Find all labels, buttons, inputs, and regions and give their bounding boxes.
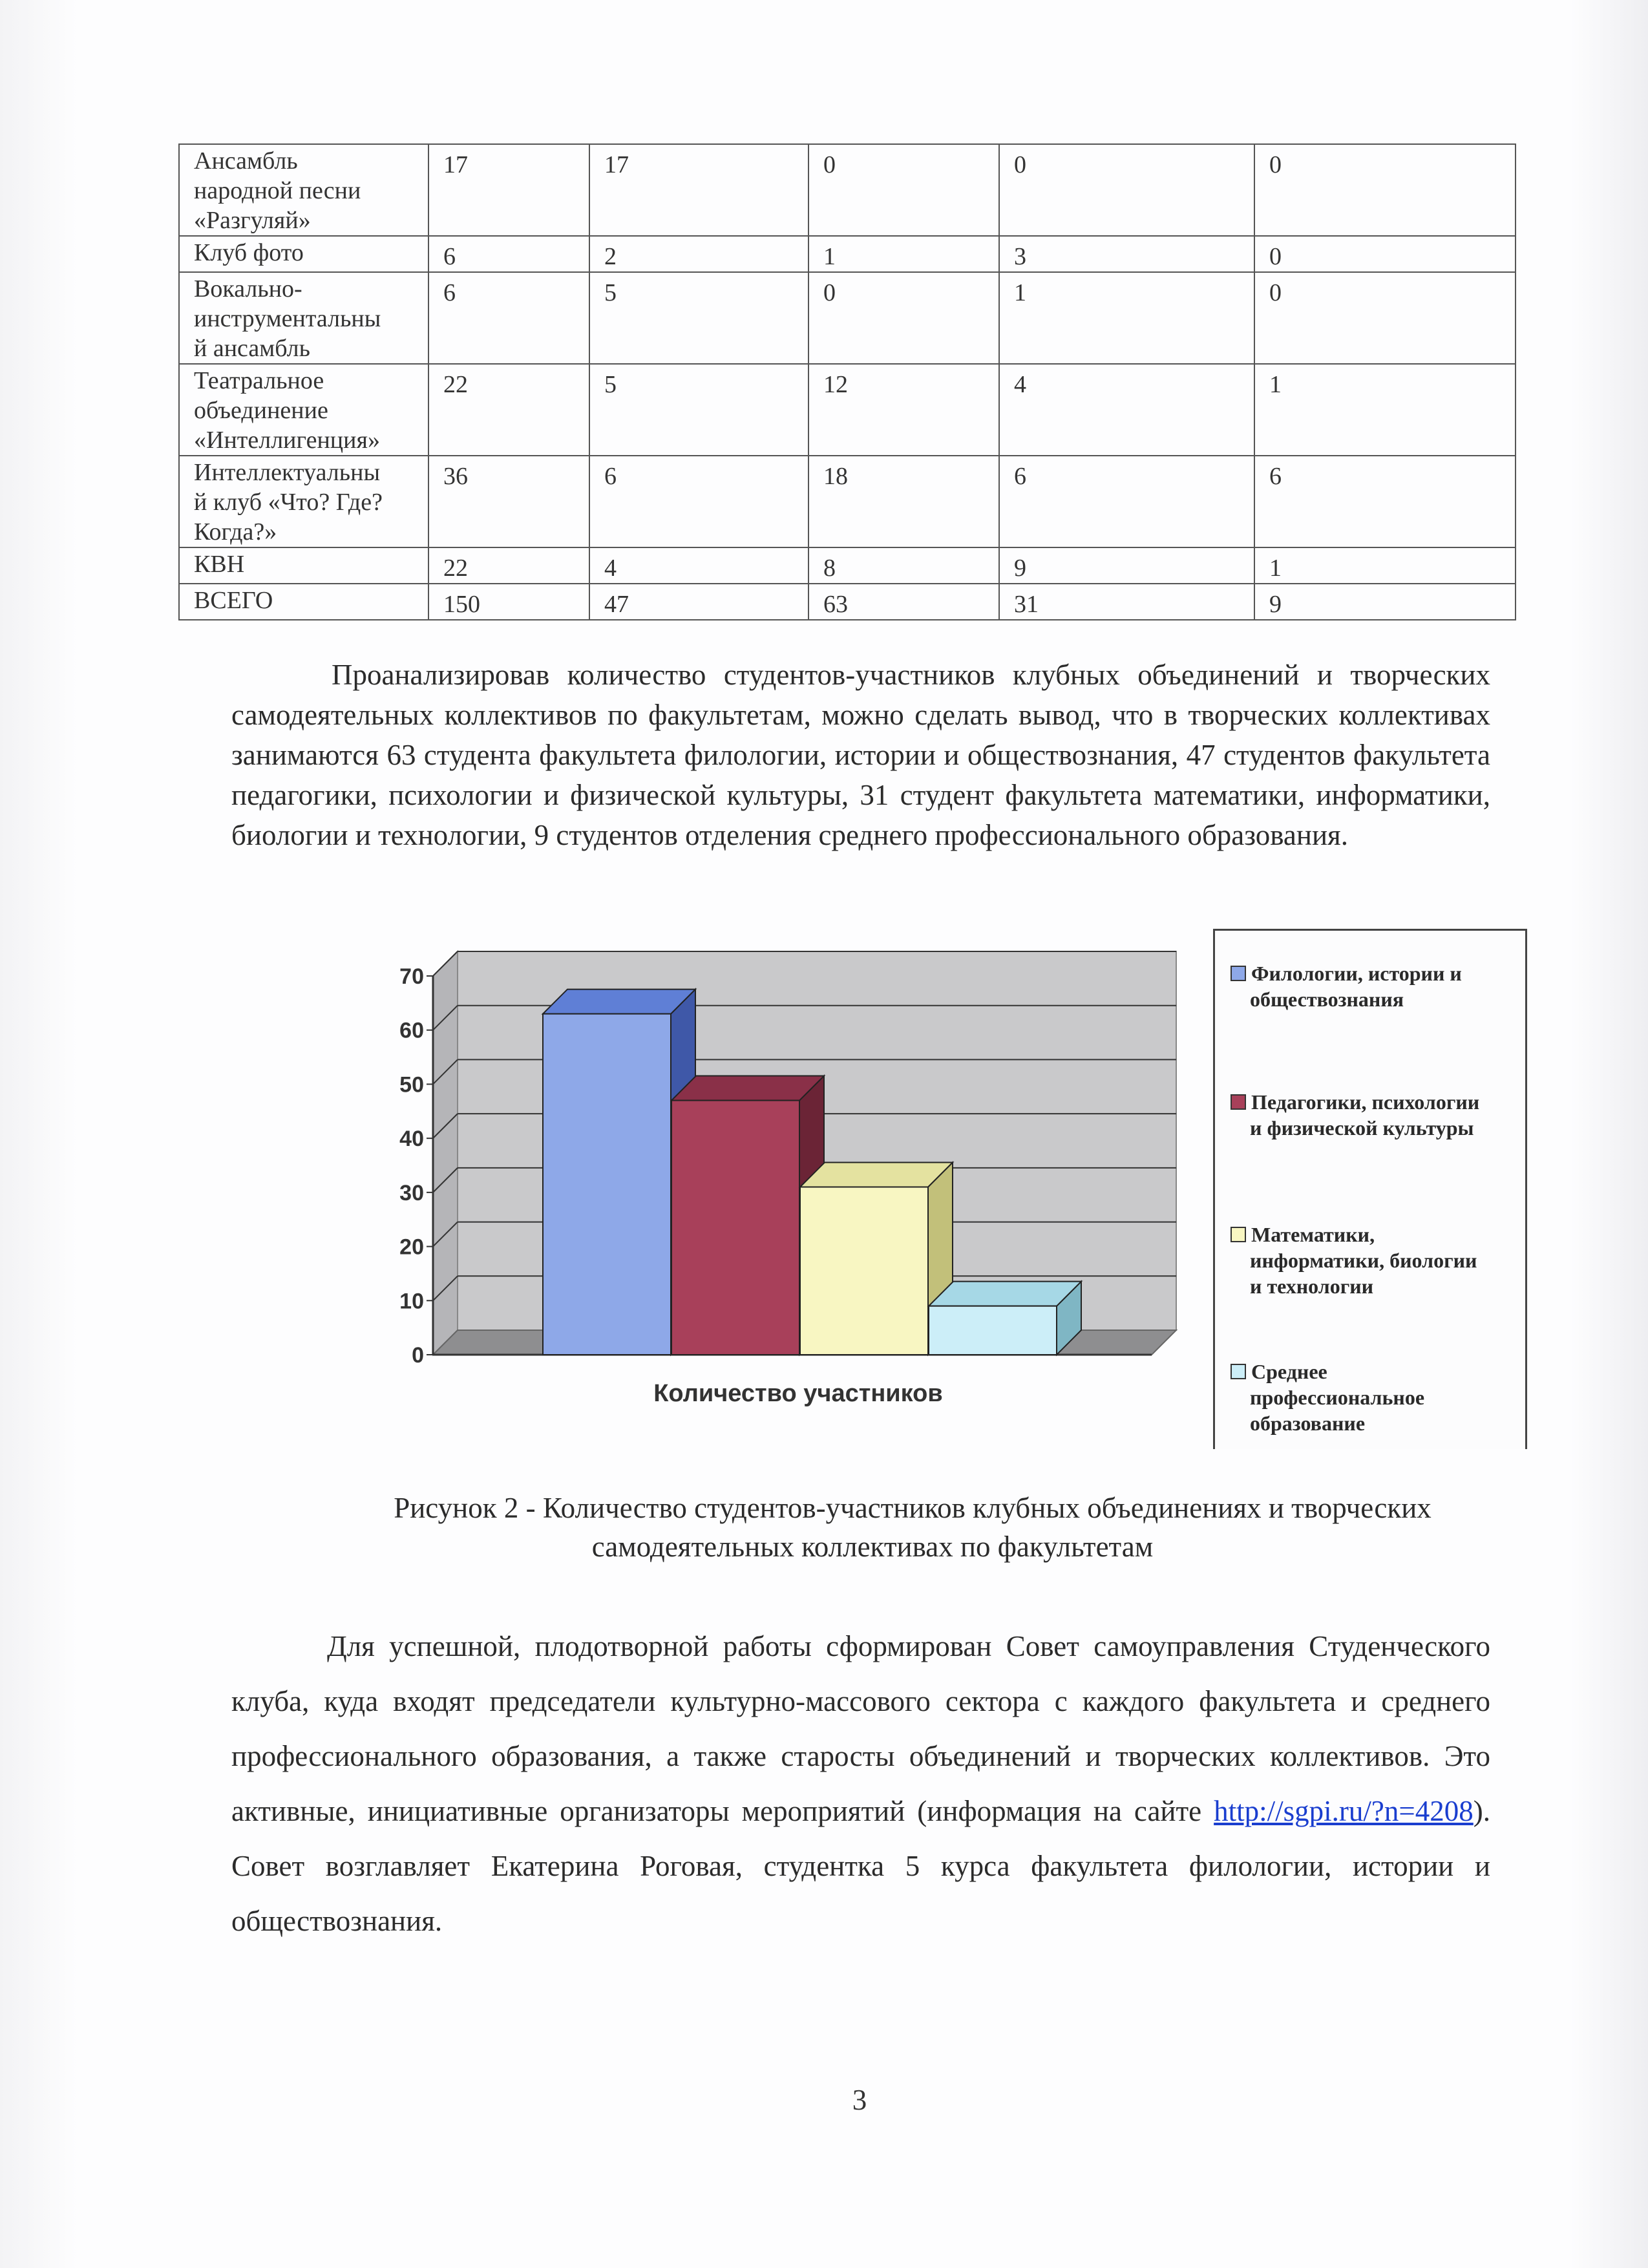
y-tick-label: 30: [399, 1180, 424, 1205]
value-cell: 5: [589, 364, 808, 456]
legend-label-line: [1231, 1247, 1521, 1273]
value-cell: 31: [999, 584, 1254, 620]
chart-legend: [1213, 929, 1527, 1449]
row-name-cell: [179, 456, 428, 547]
council-text-after-link: ). Совет возглавляет Екатерина Роговая, студентка 5 курса факультета филологии, истории и обществознания.: [231, 1795, 1490, 1937]
legend-label-line: [1231, 1115, 1521, 1141]
row-name-line: «Интеллигенция»: [194, 427, 380, 454]
y-tick-label: 60: [399, 1018, 424, 1043]
legend-item: [1231, 960, 1521, 1012]
bar-front-face: [671, 1101, 799, 1355]
value-cell: 63: [808, 584, 999, 620]
legend-label-line: [1231, 960, 1521, 986]
value-cell: 0: [808, 144, 999, 236]
legend-text: Педагогики, психологии: [1251, 1090, 1480, 1114]
bar-top-face: [800, 1162, 953, 1187]
table-row: [179, 236, 1516, 272]
row-name-line: «Разгуляй»: [194, 207, 311, 234]
figure-caption-line1: Рисунок 2 - Количество студентов-участников клубных объединениях и творческих: [394, 1492, 1431, 1524]
value-cell: 6: [589, 456, 808, 547]
y-tick-label: 50: [399, 1072, 424, 1097]
value-cell: 3: [999, 236, 1254, 272]
legend-text: профессиональное: [1250, 1386, 1425, 1409]
legend-label-line: [1231, 1410, 1521, 1436]
table-row: [179, 144, 1516, 236]
legend-label-line: [1231, 1384, 1521, 1410]
value-cell: 2: [589, 236, 808, 272]
legend-item: [1231, 1222, 1521, 1299]
value-cell: 17: [428, 144, 589, 236]
bar-top-face: [543, 990, 695, 1014]
value-cell: 0: [1254, 272, 1516, 364]
bar-front-face: [800, 1187, 928, 1355]
value-cell: 1: [999, 272, 1254, 364]
value-cell: 8: [808, 547, 999, 584]
value-cell: 17: [589, 144, 808, 236]
row-name-cell: [179, 584, 428, 620]
table-row: [179, 364, 1516, 456]
chart-side-wall: [433, 951, 458, 1355]
y-tick-label: 10: [399, 1289, 424, 1314]
value-cell: 9: [1254, 584, 1516, 620]
value-cell: 6: [1254, 456, 1516, 547]
legend-item: [1231, 1089, 1521, 1141]
table-row: [179, 272, 1516, 364]
legend-text: и физической культуры: [1250, 1116, 1474, 1139]
y-tick-label: 40: [399, 1127, 424, 1152]
table-body: [179, 144, 1516, 620]
sgpi-site-link[interactable]: http://sgpi.ru/?n=4208: [1214, 1795, 1474, 1827]
row-name-line: Когда?»: [194, 518, 277, 546]
legend-text: и технологии: [1250, 1275, 1374, 1298]
row-name-line: й ансамбль: [194, 335, 310, 362]
legend-text: образование: [1250, 1412, 1366, 1435]
value-cell: 4: [589, 547, 808, 584]
value-cell: 150: [428, 584, 589, 620]
bar-4: [929, 1282, 1081, 1355]
value-cell: 0: [808, 272, 999, 364]
legend-swatch: [1231, 1094, 1246, 1110]
value-cell: 22: [428, 547, 589, 584]
row-name-cell: [179, 144, 428, 236]
row-name-cell: [179, 364, 428, 456]
row-name-line: ВСЕГО: [194, 587, 273, 614]
legend-item: [1231, 1359, 1521, 1436]
row-name-line: народной песни: [194, 177, 361, 204]
bar-front-face: [929, 1306, 1057, 1355]
council-text-before-link: Для успешной, плодотворной работы сформирован Совет самоуправления Студенческого клуба, куда входят председатели культурно-массового сектора с каждого факультета и среднего профессионального образования, а также старосты объединений и творческих коллективов. Это активные, инициативные организаторы мероприятий (информация на сайте: [231, 1630, 1490, 1827]
value-cell: 4: [999, 364, 1254, 456]
value-cell: 6: [428, 236, 589, 272]
row-name-line: инструментальны: [194, 305, 381, 332]
value-cell: 1: [1254, 547, 1516, 584]
value-cell: 1: [1254, 364, 1516, 456]
row-name-line: Ансамбль: [194, 147, 298, 175]
y-tick-label: 0: [412, 1343, 424, 1368]
row-name-line: й клуб «Что? Где?: [194, 489, 383, 516]
chart-x-axis-label: Количество участников: [653, 1380, 943, 1407]
figure-caption-line2: самодеятельных коллективах по факультетам: [591, 1531, 1154, 1563]
value-cell: 0: [1254, 236, 1516, 272]
row-name-line: Вокально-: [194, 275, 302, 302]
value-cell: 47: [589, 584, 808, 620]
value-cell: 6: [999, 456, 1254, 547]
bar-top-face: [929, 1282, 1081, 1306]
legend-text: Филологии, истории и: [1251, 962, 1462, 985]
row-name-line: Интеллектуальны: [194, 459, 380, 486]
value-cell: 18: [808, 456, 999, 547]
council-paragraph: [231, 1619, 1490, 1949]
table-row: [179, 584, 1516, 620]
value-cell: 1: [808, 236, 999, 272]
legend-label-line: [1231, 1222, 1521, 1247]
value-cell: 6: [428, 272, 589, 364]
legend-label-line: [1231, 1089, 1521, 1115]
legend-text: Математики,: [1251, 1223, 1375, 1246]
page-number: 3: [852, 2084, 867, 2116]
legend-label-line: [1231, 986, 1521, 1012]
row-name-line: КВН: [194, 551, 245, 578]
y-tick-label: 70: [399, 964, 424, 989]
value-cell: 9: [999, 547, 1254, 584]
row-name-line: Клуб фото: [194, 239, 304, 266]
club-participants-table: [178, 143, 1516, 620]
legend-text: Среднее: [1251, 1360, 1327, 1383]
bar-top-face: [671, 1076, 824, 1101]
legend-text: обществознания: [1250, 988, 1404, 1011]
bar-front-face: [543, 1014, 671, 1355]
legend-label-line: [1231, 1273, 1521, 1299]
y-tick-label: 20: [399, 1235, 424, 1260]
row-name-cell: [179, 272, 428, 364]
table-row: [179, 456, 1516, 547]
analysis-paragraph: Проанализировав количество студентов-участников клубных объединений и творческих самодеятельных коллективов по факультетам, можно сделать вывод, что в творческих коллективах занимаются 63 студента факультета филологии, истории и обществознания, 47 студентов факультета педагогики, психологии и физической культуры, 31 студент факультета математики, информатики, биологии и технологии, 9 студентов отделения среднего профессионального образования.: [231, 659, 1490, 851]
value-cell: 36: [428, 456, 589, 547]
row-name-cell: [179, 236, 428, 272]
value-cell: 22: [428, 364, 589, 456]
faculty-bar-chart: [399, 931, 1209, 1422]
value-cell: 0: [999, 144, 1254, 236]
value-cell: 0: [1254, 144, 1516, 236]
legend-swatch: [1231, 1227, 1246, 1242]
table-row: [179, 547, 1516, 584]
row-name-line: объединение: [194, 397, 328, 424]
row-name-cell: [179, 547, 428, 584]
row-name-line: Театральное: [194, 367, 324, 394]
legend-swatch: [1231, 966, 1246, 981]
legend-text: информатики, биологии: [1250, 1249, 1477, 1272]
value-cell: 12: [808, 364, 999, 456]
legend-swatch: [1231, 1364, 1246, 1379]
legend-label-line: [1231, 1359, 1521, 1384]
value-cell: 5: [589, 272, 808, 364]
